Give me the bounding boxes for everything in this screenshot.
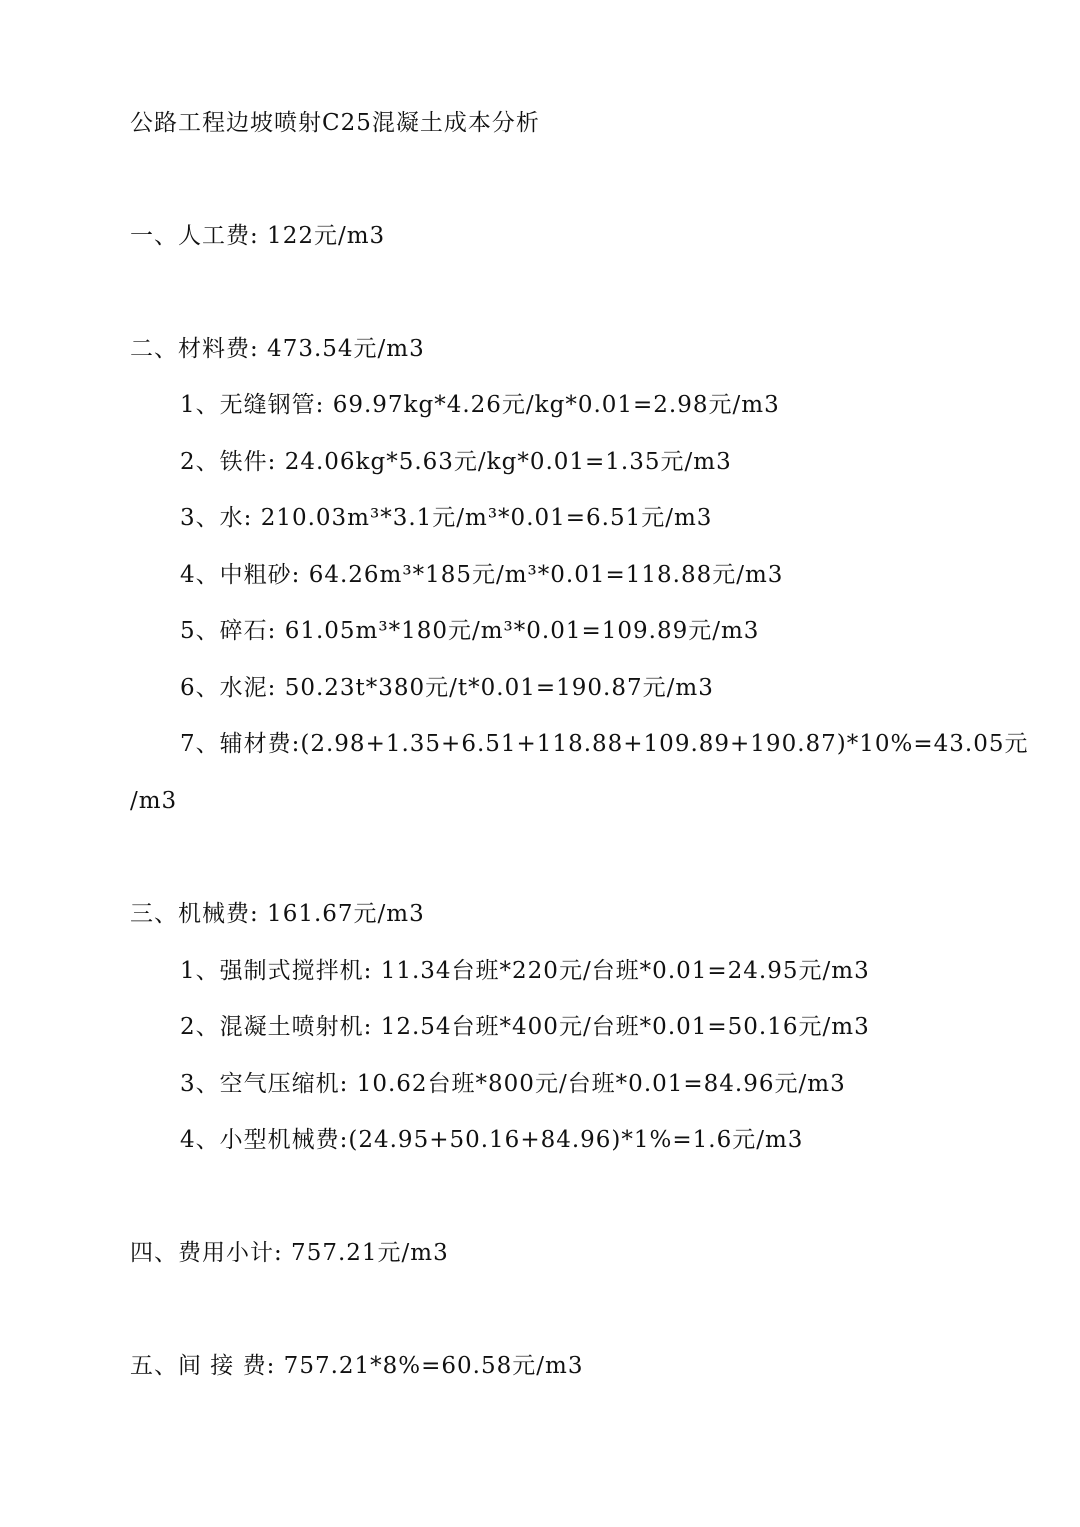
section-heading-subtotal: 四、费用小计: 757.21元/m3 <box>130 1240 449 1266</box>
machinery-item-forced-mixer: 1、强制式搅拌机: 11.34台班*220元/台班*0.01=24.95元/m3 <box>180 958 870 984</box>
machinery-item-concrete-sprayer: 2、混凝土喷射机: 12.54台班*400元/台班*0.01=50.16元/m3 <box>180 1014 870 1040</box>
material-item-cement: 6、水泥: 50.23t*380元/t*0.01=190.87元/m3 <box>180 675 714 701</box>
section-heading-indirect-cost: 五、间 接 费: 757.21*8%=60.58元/m3 <box>130 1353 584 1379</box>
machinery-item-small-machinery: 4、小型机械费:(24.95+50.16+84.96)*1%=1.6元/m3 <box>180 1127 804 1153</box>
section-heading-machinery-cost: 三、机械费: 161.67元/m3 <box>130 901 425 927</box>
material-item-crushed-stone: 5、碎石: 61.05m³*180元/m³*0.01=109.89元/m3 <box>180 618 760 644</box>
material-item-medium-coarse-sand: 4、中粗砂: 64.26m³*185元/m³*0.01=118.88元/m3 <box>180 562 784 588</box>
section-heading-labor-cost: 一、人工费: 122元/m3 <box>130 223 386 249</box>
material-item-auxiliary-material-line1: 7、辅材费:(2.98+1.35+6.51+118.88+109.89+190.87)*10%=43.05元 <box>180 731 1029 757</box>
machinery-item-air-compressor: 3、空气压缩机: 10.62台班*800元/台班*0.01=84.96元/m3 <box>180 1071 846 1097</box>
material-item-auxiliary-material-line2: /m3 <box>130 788 178 814</box>
material-item-seamless-steel-pipe: 1、无缝钢管: 69.97kg*4.26元/kg*0.01=2.98元/m3 <box>180 392 780 418</box>
material-item-water: 3、水: 210.03m³*3.1元/m³*0.01=6.51元/m3 <box>180 505 713 531</box>
section-heading-material-cost: 二、材料费: 473.54元/m3 <box>130 336 425 362</box>
material-item-iron-parts: 2、铁件: 24.06kg*5.63元/kg*0.01=1.35元/m3 <box>180 449 732 475</box>
document-title: 公路工程边坡喷射C25混凝土成本分析 <box>130 110 540 136</box>
